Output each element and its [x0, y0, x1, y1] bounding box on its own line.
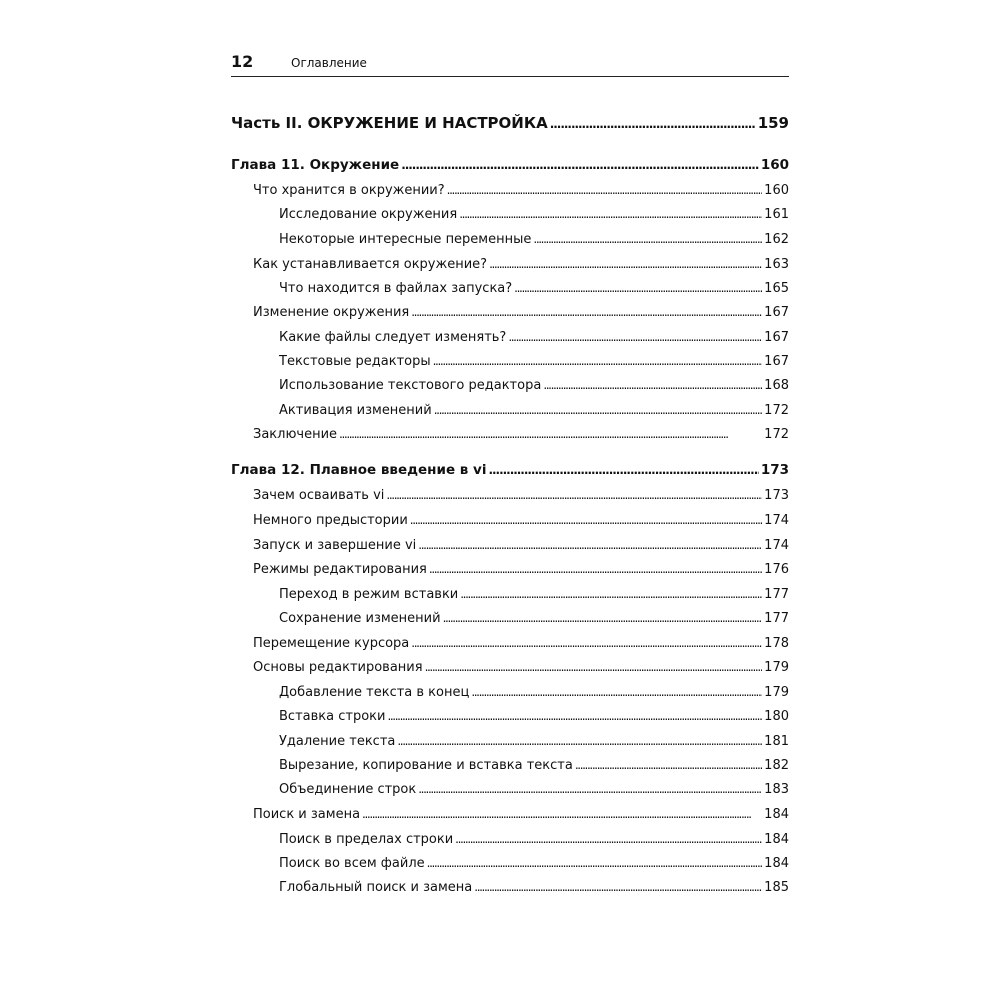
- toc-entry-label: Режимы редактирования: [253, 562, 427, 577]
- dot-leader: [514, 279, 762, 298]
- dot-leader: [443, 609, 763, 628]
- toc-entry-page: 163: [764, 257, 789, 272]
- dot-leader: [410, 511, 762, 530]
- dot-leader: [401, 156, 759, 174]
- toc-entry-label: Поиск во всем файле: [279, 856, 425, 871]
- toc-entry-sub: [231, 585, 789, 604]
- toc-entry-page: 173: [760, 462, 789, 478]
- toc-entry-label: Использование текстового редактора: [279, 378, 542, 393]
- toc-entry-label: Текстовые редакторы: [279, 354, 431, 369]
- toc-entry-label: Перемещение курсора: [253, 636, 410, 651]
- dot-leader: [425, 658, 763, 677]
- toc-entry-page: 182: [764, 758, 789, 773]
- toc-entry-label: Переход в режим вставки: [279, 587, 459, 602]
- toc-entry-sub: [231, 854, 789, 873]
- toc-entry-sub: [231, 328, 789, 347]
- dot-leader: [418, 780, 762, 799]
- dot-leader: [397, 732, 762, 751]
- toc-entry-section: [231, 805, 789, 824]
- toc-entry-section: [231, 536, 789, 555]
- toc-entry-label: Вставка строки: [279, 709, 386, 724]
- dot-leader: [489, 255, 762, 274]
- toc-entry-section: [231, 486, 789, 505]
- toc-entry-label: Исследование окружения: [279, 207, 458, 222]
- toc-entry-label: Что находится в файлах запуска?: [279, 281, 513, 296]
- toc-entry-section: [231, 303, 789, 322]
- toc-entry-page: 172: [764, 403, 789, 418]
- toc-entry-page: 167: [764, 305, 789, 320]
- toc-entry-sub: [231, 780, 789, 799]
- dot-leader: [433, 352, 763, 371]
- toc-entry-chapter: [231, 156, 789, 174]
- toc-entry-sub: [231, 732, 789, 751]
- dot-leader: [455, 830, 762, 849]
- toc-entry-page: 174: [764, 513, 789, 528]
- toc-entry-label: Активация изменений: [279, 403, 432, 418]
- toc-entry-sub: [231, 205, 789, 224]
- dot-leader: [575, 756, 762, 775]
- toc-entry-page: 167: [764, 330, 789, 345]
- running-title: Оглавление: [291, 56, 367, 70]
- toc-entry-part: [231, 114, 789, 133]
- toc-entry-sub: [231, 683, 789, 702]
- page-number: 12: [231, 52, 254, 71]
- toc-entry-section: [231, 634, 789, 653]
- toc-entry-label: Запуск и завершение vi: [253, 538, 417, 553]
- toc-entry-page: 179: [764, 685, 789, 700]
- toc-entry-page: 178: [764, 636, 789, 651]
- toc-entry-section: [231, 658, 789, 677]
- dot-leader: [362, 805, 762, 824]
- dot-leader: [411, 634, 762, 653]
- toc-entry-page: 165: [764, 281, 789, 296]
- toc-entry-sub: [231, 279, 789, 298]
- toc-entry-section: [231, 425, 789, 444]
- toc-entry-sub: [231, 401, 789, 420]
- toc-entry-page: 177: [764, 587, 789, 602]
- toc-entry-label: Глава 12. Плавное введение в vi: [231, 462, 487, 478]
- toc-entry-page: 172: [764, 427, 789, 442]
- toc-entry-label: Вырезание, копирование и вставка текста: [279, 758, 573, 773]
- dot-leader: [339, 425, 762, 444]
- toc-entry-label: Что хранится в окружении?: [253, 183, 445, 198]
- toc-entry-page: 162: [764, 232, 789, 247]
- dot-leader: [460, 585, 762, 604]
- toc-entry-page: 185: [764, 880, 789, 895]
- toc-entry-section: [231, 181, 789, 200]
- toc-entry-page: 184: [764, 832, 789, 847]
- toc-entry-sub: [231, 230, 789, 249]
- dot-leader: [543, 376, 762, 395]
- toc-entry-chapter: [231, 461, 789, 479]
- toc-entry-page: 183: [764, 782, 789, 797]
- dot-leader: [411, 303, 762, 322]
- toc-entry-sub: [231, 756, 789, 775]
- dot-leader: [459, 205, 762, 224]
- toc-entry-label: Поиск и замена: [253, 807, 361, 822]
- toc-entry-page: 179: [764, 660, 789, 675]
- toc-entry-label: Часть II. ОКРУЖЕНИЕ И НАСТРОЙКА: [231, 114, 548, 132]
- toc-entry-sub: [231, 352, 789, 371]
- dot-leader: [386, 486, 762, 505]
- toc-entry-label: Объединение строк: [279, 782, 417, 797]
- toc-entry-page: 173: [764, 488, 789, 503]
- toc-entry-page: 177: [764, 611, 789, 626]
- toc-entry-label: Глава 11. Окружение: [231, 157, 400, 173]
- toc-entry-sub: [231, 830, 789, 849]
- dot-leader: [533, 230, 762, 249]
- toc-entry-page: 176: [764, 562, 789, 577]
- toc-entry-section: [231, 560, 789, 579]
- toc-entry-label: Добавление текста в конец: [279, 685, 470, 700]
- toc-entry-page: 159: [757, 114, 789, 132]
- toc-entry-page: 160: [764, 183, 789, 198]
- toc-entry-label: Удаление текста: [279, 734, 396, 749]
- running-head: [231, 50, 789, 77]
- toc-entry-label: Сохранение изменений: [279, 611, 441, 626]
- toc-entry-page: 180: [764, 709, 789, 724]
- toc-entry-page: 184: [764, 807, 789, 822]
- dot-leader: [550, 114, 756, 133]
- toc-entry-section: [231, 511, 789, 530]
- toc-entry-label: Зачем осваивать vi: [253, 488, 385, 503]
- toc-entry-label: Как устанавливается окружение?: [253, 257, 488, 272]
- dot-leader: [434, 401, 762, 420]
- toc-entry-label: Заключение: [253, 427, 338, 442]
- toc-entry-sub: [231, 707, 789, 726]
- toc-entry-sub: [231, 609, 789, 628]
- toc-entry-page: 174: [764, 538, 789, 553]
- toc-entry-label: Изменение окружения: [253, 305, 410, 320]
- toc-entry-label: Немного предыстории: [253, 513, 408, 528]
- dot-leader: [488, 461, 758, 479]
- toc-entry-section: [231, 255, 789, 274]
- toc-entry-page: 181: [764, 734, 789, 749]
- dot-leader: [474, 878, 762, 897]
- toc-entry-label: Какие файлы следует изменять?: [279, 330, 507, 345]
- toc-entry-page: 161: [764, 207, 789, 222]
- dot-leader: [471, 683, 762, 702]
- toc-entry-page: 167: [764, 354, 789, 369]
- toc-entry-page: 160: [760, 157, 789, 173]
- dot-leader: [387, 707, 762, 726]
- toc-entry-sub: [231, 376, 789, 395]
- toc-entry-label: Основы редактирования: [253, 660, 423, 675]
- dot-leader: [447, 181, 763, 200]
- dot-leader: [427, 854, 763, 873]
- dot-leader: [418, 536, 762, 555]
- toc-entry-page: 168: [764, 378, 789, 393]
- toc-entry-label: Глобальный поиск и замена: [279, 880, 473, 895]
- dot-leader: [508, 328, 762, 347]
- toc-entry-page: 184: [764, 856, 789, 871]
- dot-leader: [429, 560, 762, 579]
- toc-entry-label: Поиск в пределах строки: [279, 832, 454, 847]
- toc-entry-label: Некоторые интересные переменные: [279, 232, 532, 247]
- toc-entry-sub: [231, 878, 789, 897]
